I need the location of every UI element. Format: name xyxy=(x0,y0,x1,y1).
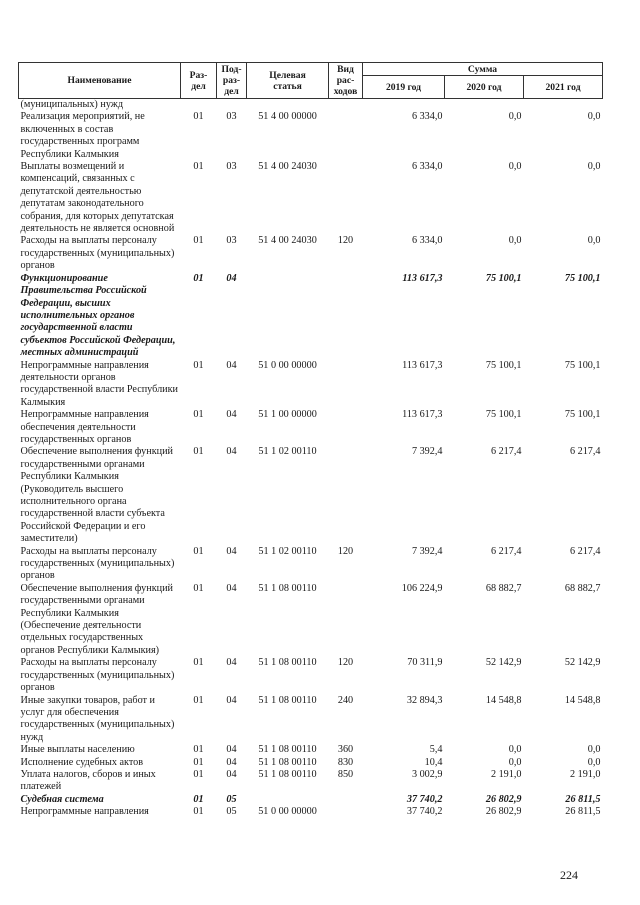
row-name: Уплата налогов, сборов и иных платежей xyxy=(20,768,156,793)
row-value-2021: 26 811,5 xyxy=(565,806,601,818)
row-value-2019: 113 617,3 xyxy=(402,359,443,371)
row-type xyxy=(329,99,363,112)
row-value-2020: 6 217,4 xyxy=(490,446,522,458)
row-target: 51 4 00 24030 xyxy=(258,235,317,247)
row-section: 01 xyxy=(193,657,204,669)
row-target: 51 0 00 00000 xyxy=(258,359,317,371)
header-year-2019: 2019 год xyxy=(363,76,445,99)
row-subsection: 04 xyxy=(226,545,237,557)
row-value-2021 xyxy=(524,99,603,112)
row-value-2020: 0,0 xyxy=(508,111,522,123)
header-year-2020: 2020 год xyxy=(445,76,524,99)
row-type: 120 xyxy=(337,657,354,669)
row-section: 01 xyxy=(193,806,204,818)
row-type: 830 xyxy=(337,756,354,768)
table-row xyxy=(19,111,603,161)
table-row xyxy=(19,757,603,769)
row-section: 01 xyxy=(193,272,204,284)
row-value-2021: 75 100,1 xyxy=(564,359,601,371)
row-name: Функционирование Правительства Российской Федерации, высших исполнительных органов государственной власти субъектов Российской Федерации, местных администраций xyxy=(20,272,176,359)
table-row xyxy=(19,583,603,657)
row-value-2020: 52 142,9 xyxy=(485,657,522,669)
row-subsection: 04 xyxy=(226,359,237,371)
row-type: 240 xyxy=(337,694,354,706)
row-value-2020: 0,0 xyxy=(508,756,522,768)
row-section: 01 xyxy=(193,235,204,247)
row-value-2019: 3 002,9 xyxy=(411,768,443,780)
row-name: Расходы на выплаты персоналу государственных (муниципальных) органов xyxy=(20,657,175,694)
row-subsection: 04 xyxy=(226,409,237,421)
table-row xyxy=(19,695,603,745)
row-name: Реализация мероприятий, не включенных в состав государственных программ Республики Калмыкия xyxy=(20,111,145,160)
row-value-2019: 37 740,2 xyxy=(406,793,443,805)
row-value-2021: 0,0 xyxy=(587,111,601,123)
row-value-2020: 0,0 xyxy=(508,235,522,247)
row-type xyxy=(329,161,363,235)
row-type: 120 xyxy=(337,235,354,247)
row-subsection: 04 xyxy=(226,768,237,780)
row-target: 51 1 08 00110 xyxy=(258,756,317,768)
row-target xyxy=(247,273,329,360)
row-section: 01 xyxy=(193,582,204,594)
row-value-2019: 32 894,3 xyxy=(406,694,443,706)
row-type xyxy=(329,806,363,818)
row-value-2020: 6 217,4 xyxy=(490,545,522,557)
table-row xyxy=(19,409,603,446)
row-value-2019: 10,4 xyxy=(424,756,443,768)
row-type xyxy=(329,446,363,545)
row-subsection: 03 xyxy=(226,111,237,123)
row-subsection: 05 xyxy=(226,793,237,805)
row-type: 120 xyxy=(337,545,354,557)
row-subsection: 04 xyxy=(226,744,237,756)
row-value-2019: 7 392,4 xyxy=(411,446,443,458)
row-target: 51 1 08 00110 xyxy=(258,582,317,594)
row-section: 01 xyxy=(193,694,204,706)
header-subsection: Под- раз- дел xyxy=(217,63,247,99)
row-section: 01 xyxy=(193,359,204,371)
row-subsection: 03 xyxy=(226,235,237,247)
row-type xyxy=(329,409,363,446)
row-name: Исполнение судебных актов xyxy=(20,756,144,768)
row-value-2021: 68 882,7 xyxy=(564,582,601,594)
row-name: Расходы на выплаты персоналу государственных (муниципальных) органов xyxy=(20,545,175,582)
table-row xyxy=(19,769,603,794)
header-section: Раз- дел xyxy=(181,63,217,99)
row-name: Расходы на выплаты персоналу государственных (муниципальных) органов xyxy=(20,235,175,272)
row-value-2021: 6 217,4 xyxy=(569,545,601,557)
row-name: Непрограммные направления xyxy=(20,806,149,818)
row-value-2020: 2 191,0 xyxy=(490,768,522,780)
row-target: 51 0 00 00000 xyxy=(258,806,317,818)
row-type: 360 xyxy=(337,744,354,756)
row-value-2021: 26 811,5 xyxy=(565,793,601,805)
row-subsection: 04 xyxy=(226,756,237,768)
row-value-2020: 0,0 xyxy=(508,744,522,756)
table-row xyxy=(19,360,603,410)
row-value-2020: 14 548,8 xyxy=(485,694,522,706)
table-row xyxy=(19,235,603,272)
row-subsection: 05 xyxy=(226,806,237,818)
table-row xyxy=(19,161,603,235)
row-value-2020: 0,0 xyxy=(508,161,522,173)
row-name: Иные выплаты населению xyxy=(20,744,135,756)
header-target: Целевая статья xyxy=(247,63,329,99)
table-row xyxy=(19,446,603,545)
row-value-2021: 2 191,0 xyxy=(569,768,601,780)
header-type: Вид рас- ходов xyxy=(329,63,363,99)
row-value-2019: 37 740,2 xyxy=(406,806,443,818)
row-value-2020: 75 100,1 xyxy=(485,409,522,421)
row-value-2019: 113 617,3 xyxy=(402,272,443,284)
row-value-2021: 0,0 xyxy=(587,235,601,247)
row-section: 01 xyxy=(193,446,204,458)
row-value-2019: 70 311,9 xyxy=(407,657,443,669)
row-section: 01 xyxy=(193,744,204,756)
row-name: Обеспечение выполнения функций государственными органами Республики Калмыкия (Руководитель высшего исполнительного органа государственной власти субъекта Российской Федерации и его заместители) xyxy=(20,446,173,545)
header-year-2021: 2021 год xyxy=(524,76,603,99)
row-section: 01 xyxy=(193,793,204,805)
table-row xyxy=(19,99,603,112)
row-target: 51 1 02 00110 xyxy=(258,446,317,458)
row-value-2019: 113 617,3 xyxy=(402,409,443,421)
row-value-2019: 6 334,0 xyxy=(411,161,443,173)
row-section: 01 xyxy=(193,409,204,421)
row-section: 01 xyxy=(193,161,204,173)
row-value-2020: 26 802,9 xyxy=(485,793,522,805)
row-type xyxy=(329,360,363,410)
row-name: (муниципальных) нужд xyxy=(20,99,123,110)
row-value-2021: 75 100,1 xyxy=(564,272,601,284)
row-value-2021: 0,0 xyxy=(587,161,601,173)
page-number: 224 xyxy=(560,868,578,882)
row-target: 51 1 02 00110 xyxy=(258,545,317,557)
row-target: 51 1 08 00110 xyxy=(258,657,317,669)
header-name: Наименование xyxy=(19,63,181,99)
row-value-2021: 0,0 xyxy=(587,744,601,756)
row-value-2020: 26 802,9 xyxy=(485,806,522,818)
row-target: 51 1 08 00110 xyxy=(258,744,317,756)
row-target xyxy=(247,99,329,112)
row-section xyxy=(181,99,217,112)
table-row xyxy=(19,744,603,756)
table-body xyxy=(19,99,603,819)
row-value-2021: 75 100,1 xyxy=(564,409,601,421)
budget-table xyxy=(18,62,603,819)
budget-table-page xyxy=(18,62,602,819)
row-value-2019: 6 334,0 xyxy=(411,235,443,247)
row-subsection: 04 xyxy=(226,272,237,284)
row-section: 01 xyxy=(193,545,204,557)
row-target xyxy=(247,794,329,806)
row-value-2019: 5,4 xyxy=(429,744,443,756)
row-value-2021: 0,0 xyxy=(587,756,601,768)
row-section: 01 xyxy=(193,768,204,780)
row-subsection: 04 xyxy=(226,657,237,669)
table-row xyxy=(19,273,603,360)
row-section: 01 xyxy=(193,111,204,123)
row-target: 51 1 00 00000 xyxy=(258,409,317,421)
row-value-2020: 75 100,1 xyxy=(485,359,522,371)
row-value-2021: 14 548,8 xyxy=(564,694,601,706)
row-name: Непрограммные направления обеспечения деятельности государственных органов xyxy=(20,409,149,445)
table-row xyxy=(19,806,603,818)
row-target: 51 4 00 00000 xyxy=(258,111,317,123)
row-value-2019: 7 392,4 xyxy=(411,545,443,557)
table-row xyxy=(19,794,603,806)
row-value-2019: 106 224,9 xyxy=(401,582,443,594)
row-value-2020: 68 882,7 xyxy=(485,582,522,594)
row-name: Выплаты возмещений и компенсаций, связанных с депутатской деятельностью депутатам законодательного собрания, для которых депутатская деятельность не является основной xyxy=(20,161,175,235)
row-value-2019: 6 334,0 xyxy=(411,111,443,123)
header-sum: Сумма xyxy=(363,63,603,76)
row-type: 850 xyxy=(337,768,354,780)
row-type xyxy=(329,794,363,806)
row-value-2020 xyxy=(445,99,524,112)
row-name: Обеспечение выполнения функций государственными органами Республики Калмыкия (Обеспечение деятельности отдельных государственных органов Республики Калмыкия) xyxy=(20,582,173,656)
row-value-2020: 75 100,1 xyxy=(485,272,522,284)
row-target: 51 1 08 00110 xyxy=(258,768,317,780)
row-section: 01 xyxy=(193,756,204,768)
row-subsection: 03 xyxy=(226,161,237,173)
row-target: 51 1 08 00110 xyxy=(258,694,317,706)
row-type xyxy=(329,273,363,360)
table-header xyxy=(19,63,603,99)
row-subsection: 04 xyxy=(226,582,237,594)
row-subsection: 04 xyxy=(226,694,237,706)
row-name: Иные закупки товаров, работ и услуг для обеспечения государственных (муниципальных) нужд xyxy=(20,694,175,743)
row-subsection xyxy=(217,99,247,112)
row-target: 51 4 00 24030 xyxy=(258,161,317,173)
table-row xyxy=(19,546,603,583)
row-value-2019 xyxy=(363,99,445,112)
table-row xyxy=(19,657,603,694)
row-type xyxy=(329,583,363,657)
row-name: Судебная система xyxy=(20,793,104,805)
row-name: Непрограммные направления деятельности органов государственной власти Республики Калмыкия xyxy=(20,359,179,408)
row-value-2021: 6 217,4 xyxy=(569,446,601,458)
row-value-2021: 52 142,9 xyxy=(564,657,601,669)
row-subsection: 04 xyxy=(226,446,237,458)
row-type xyxy=(329,111,363,161)
